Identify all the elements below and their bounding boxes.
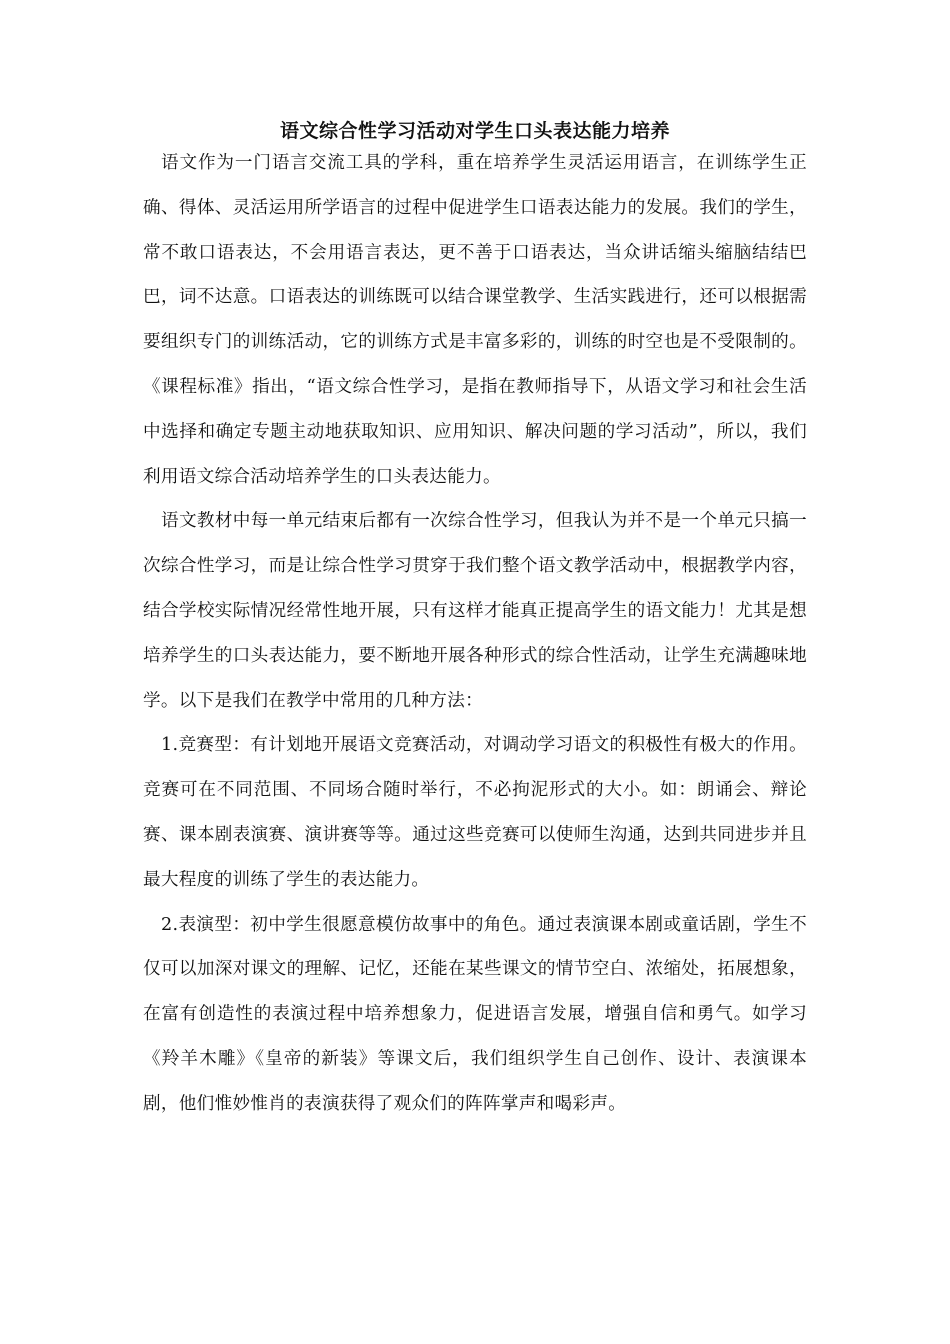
- paragraph-competition: 1.竞赛型：有计划地开展语文竞赛活动，对调动学习语文的积极性有极大的作用。竞赛可在不同范围、不同场合随时举行，不必拘泥形式的大小。如：朗诵会、辩论赛、课本剧表演赛、演讲赛等等。通过这些竞赛可以使师生沟通，达到共同进步并且最大程度的训练了学生的表达能力。: [143, 735, 807, 890]
- document-page: [143, 117, 807, 1127]
- paragraph-intro: 语文作为一门语言交流工具的学科，重在培养学生灵活运用语言，在训练学生正确、得体、灵活运用所学语言的过程中促进学生口语表达能力的发展。我们的学生，常不敢口语表达，不会用语言表达，更不善于口语表达，当众讲话缩头缩脑结结巴巴，词不达意。口语表达的训练既可以结合课堂教学、生活实践进行，还可以根据需要组织专门的训练活动，它的训练方式是丰富多彩的，训练的时空也是不受限制的。《课程标准》指出，“语文综合性学习，是指在教师指导下，从语文学习和社会生活中选择和确定专题主动地获取知识、应用知识、解决问题的学习活动”，所以，我们利用语文综合活动培养学生的口头表达能力。: [143, 153, 807, 487]
- document-title: 语文综合性学习活动对学生口头表达能力培养: [279, 120, 670, 142]
- paragraph-textbook: 语文教材中每一单元结束后都有一次综合性学习，但我认为并不是一个单元只搞一次综合性学习，而是让综合性学习贯穿于我们整个语文教学活动中，根据教学内容，结合学校实际情况经常性地开展，只有这样才能真正提高学生的语文能力！尤其是想培养学生的口头表达能力，要不断地开展各种形式的综合性活动，让学生充满趣味地学。以下是我们在教学中常用的几种方法：: [143, 511, 807, 711]
- paragraph-performance: 2.表演型：初中学生很愿意模仿故事中的角色。通过表演课本剧或童话剧，学生不仅可以加深对课文的理解、记忆，还能在某些课文的情节空白、浓缩处，拓展想象，在富有创造性的表演过程中培养想象力，促进语言发展，增强自信和勇气。如学习《羚羊木雕》《皇帝的新装》等课文后，我们组织学生自己创作、设计、表演课本剧，他们惟妙惟肖的表演获得了观众们的阵阵掌声和喝彩声。: [143, 914, 807, 1114]
